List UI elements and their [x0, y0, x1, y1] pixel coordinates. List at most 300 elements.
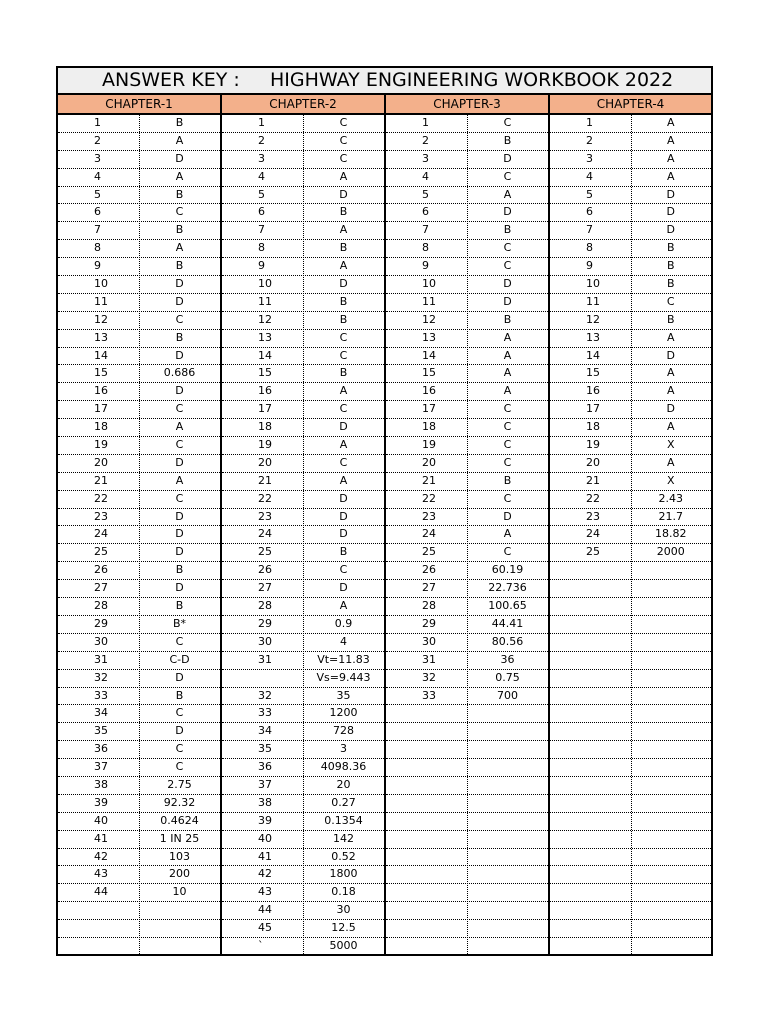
question-number — [550, 795, 631, 812]
answer-row — [222, 437, 384, 455]
answer-row — [222, 330, 384, 348]
answer-value: 728 — [333, 724, 354, 738]
question-number: 34 — [258, 724, 272, 738]
answer-row — [58, 473, 220, 491]
question-number: 22 — [94, 491, 108, 505]
answer-value: B — [175, 563, 184, 577]
answer-value: D — [175, 724, 184, 738]
answer-row — [222, 455, 384, 473]
question-number: 20 — [586, 455, 600, 469]
question-number: 25 — [94, 545, 108, 559]
answer-row — [550, 383, 711, 401]
answer-value: C — [339, 151, 348, 165]
answer-row — [58, 616, 220, 634]
answer-row — [58, 133, 220, 151]
answer-row — [58, 849, 220, 867]
question-number: 27 — [258, 581, 272, 595]
question-number: 33 — [422, 688, 436, 702]
question-number: 4 — [94, 169, 101, 183]
answer-value: D — [175, 581, 184, 595]
answer-row — [58, 741, 220, 759]
question-number: 30 — [94, 634, 108, 648]
answer-value: C — [175, 438, 184, 452]
question-number: 12 — [258, 312, 272, 326]
answer-value: D — [339, 581, 348, 595]
answer-row — [386, 491, 548, 509]
answer-row — [58, 866, 220, 884]
question-number: 15 — [258, 366, 272, 380]
question-number: 37 — [94, 760, 108, 774]
answer-row — [386, 920, 548, 938]
answer-value: B — [339, 366, 348, 380]
answer-row — [386, 598, 548, 616]
question-number: 10 — [422, 277, 436, 291]
answer-row — [386, 401, 548, 419]
answer-row — [386, 276, 548, 294]
workbook-title: HIGHWAY ENGINEERING WORKBOOK 2022 — [270, 69, 674, 91]
answer-row — [386, 670, 548, 688]
answer-row — [222, 222, 384, 240]
question-number: 28 — [422, 599, 436, 613]
question-number: 22 — [258, 491, 272, 505]
answer-value — [631, 598, 712, 615]
answer-value: D — [175, 455, 184, 469]
question-number: 24 — [258, 527, 272, 541]
question-number: 42 — [94, 849, 108, 863]
answer-value: A — [175, 473, 184, 487]
answer-value — [631, 562, 712, 579]
answer-row — [550, 491, 711, 509]
question-number: 29 — [422, 616, 436, 630]
question-number: 23 — [586, 509, 600, 523]
question-number — [550, 902, 631, 919]
answer-row — [222, 473, 384, 491]
answer-row — [550, 741, 711, 759]
answer-value — [139, 920, 220, 937]
question-number: 12 — [94, 312, 108, 326]
answer-value: D — [339, 527, 348, 541]
answer-row — [222, 240, 384, 258]
question-number: 16 — [94, 384, 108, 398]
answer-row — [222, 348, 384, 366]
answer-row — [58, 759, 220, 777]
answer-row — [386, 330, 548, 348]
answer-row — [58, 688, 220, 706]
question-number: 17 — [258, 402, 272, 416]
answer-row — [550, 759, 711, 777]
answer-value: C — [175, 312, 184, 326]
answer-row — [222, 634, 384, 652]
answer-row — [550, 187, 711, 205]
answer-row — [222, 670, 384, 688]
answer-value: A — [339, 599, 348, 613]
answer-value — [467, 723, 548, 740]
answer-value: A — [666, 420, 675, 434]
answer-row — [550, 419, 711, 437]
answer-row — [222, 688, 384, 706]
answer-value: A — [175, 169, 184, 183]
answer-value: D — [339, 509, 348, 523]
answer-row — [550, 902, 711, 920]
answer-value: A — [175, 241, 184, 255]
question-number: 18 — [586, 420, 600, 434]
question-number: 12 — [422, 312, 436, 326]
question-number: 26 — [422, 563, 436, 577]
chapters-table — [58, 95, 711, 954]
question-number: 17 — [586, 402, 600, 416]
question-number: 3 — [422, 151, 429, 165]
answer-value — [631, 813, 712, 830]
answer-value: C — [503, 545, 512, 559]
answer-row — [550, 598, 711, 616]
answer-value: 36 — [500, 652, 515, 666]
answer-row — [550, 777, 711, 795]
question-number: 5 — [94, 187, 101, 201]
answer-row — [550, 509, 711, 527]
question-number: 16 — [258, 384, 272, 398]
question-number: 24 — [422, 527, 436, 541]
answer-value: 0.4624 — [160, 813, 199, 827]
question-number: 2 — [422, 133, 429, 147]
answer-row — [222, 509, 384, 527]
question-number: 38 — [94, 777, 108, 791]
answer-row — [550, 330, 711, 348]
answer-value: 21.7 — [658, 509, 683, 523]
answer-value — [631, 795, 712, 812]
answer-row — [550, 348, 711, 366]
answer-row — [58, 330, 220, 348]
answer-value: 0.52 — [331, 849, 356, 863]
answer-row — [386, 115, 548, 133]
answer-value: C — [339, 563, 348, 577]
question-number: 40 — [258, 831, 272, 845]
answer-value: B — [503, 473, 512, 487]
answer-value — [467, 884, 548, 901]
answer-value: A — [666, 455, 675, 469]
answer-value: 700 — [497, 688, 518, 702]
question-number: 23 — [258, 509, 272, 523]
question-number — [550, 884, 631, 901]
question-number: 41 — [94, 831, 108, 845]
answer-row — [550, 723, 711, 741]
chapter-column-3 — [386, 95, 550, 954]
answer-value: 0.18 — [331, 885, 356, 899]
answer-value: B — [666, 259, 675, 273]
question-number: 7 — [94, 223, 101, 237]
answer-row — [58, 419, 220, 437]
answer-row — [550, 580, 711, 598]
answer-value — [631, 741, 712, 758]
answer-row — [386, 705, 548, 723]
question-number — [386, 777, 467, 794]
answer-value: A — [339, 384, 348, 398]
answer-row — [58, 777, 220, 795]
question-number: 21 — [586, 473, 600, 487]
chapter-header: CHAPTER-1 — [58, 95, 220, 115]
answer-value: A — [666, 366, 675, 380]
answer-value — [631, 723, 712, 740]
question-number: 8 — [258, 241, 265, 255]
question-number — [386, 938, 467, 955]
answer-value: A — [175, 133, 184, 147]
answer-value: 1 IN 25 — [159, 831, 200, 845]
answer-value: 2.75 — [167, 777, 192, 791]
title-row — [58, 68, 711, 95]
answer-row — [386, 258, 548, 276]
answer-value — [467, 813, 548, 830]
question-number: 8 — [422, 241, 429, 255]
question-number: 35 — [258, 742, 272, 756]
question-number: 10 — [258, 277, 272, 291]
question-number: 40 — [94, 813, 108, 827]
answer-value: 3 — [340, 742, 347, 756]
answer-row — [386, 419, 548, 437]
answer-key-sheet — [56, 66, 713, 956]
question-number — [550, 562, 631, 579]
question-number: 4 — [422, 169, 429, 183]
question-number: 15 — [422, 366, 436, 380]
question-number: 39 — [258, 813, 272, 827]
question-number: 14 — [586, 348, 600, 362]
answer-row — [58, 187, 220, 205]
question-number: 26 — [94, 563, 108, 577]
answer-row — [386, 544, 548, 562]
answer-row — [222, 777, 384, 795]
answer-row — [222, 866, 384, 884]
question-number: 33 — [258, 706, 272, 720]
question-number: 39 — [94, 795, 108, 809]
answer-value: A — [503, 348, 512, 362]
answer-value — [631, 580, 712, 597]
answer-value: C — [175, 402, 184, 416]
question-number — [550, 723, 631, 740]
question-number: 8 — [586, 241, 593, 255]
answer-value: C — [503, 420, 512, 434]
answer-value: 200 — [169, 867, 190, 881]
question-number: 21 — [258, 473, 272, 487]
answer-value: B — [175, 688, 184, 702]
answer-value — [631, 920, 712, 937]
answer-row — [58, 795, 220, 813]
answer-row — [386, 204, 548, 222]
answer-value: D — [666, 402, 675, 416]
answer-row — [550, 562, 711, 580]
question-number: 13 — [586, 330, 600, 344]
chapter-column-1 — [58, 95, 222, 954]
answer-row — [550, 276, 711, 294]
answer-value: D — [339, 277, 348, 291]
answer-value: A — [503, 384, 512, 398]
answer-value: B — [175, 599, 184, 613]
question-number: 37 — [258, 777, 272, 791]
answer-value: A — [503, 366, 512, 380]
answer-value: D — [503, 509, 512, 523]
answer-value: Vt=11.83 — [317, 652, 370, 666]
question-number — [550, 634, 631, 651]
answer-row — [386, 151, 548, 169]
question-number: 15 — [586, 366, 600, 380]
answer-row — [550, 473, 711, 491]
answer-value — [631, 884, 712, 901]
question-number — [58, 920, 139, 937]
answer-row — [222, 187, 384, 205]
answer-row — [222, 544, 384, 562]
question-number: 16 — [422, 384, 436, 398]
question-number — [386, 866, 467, 883]
question-number — [550, 688, 631, 705]
answer-row — [58, 813, 220, 831]
answer-value — [631, 866, 712, 883]
answer-row — [58, 938, 220, 956]
question-number — [550, 813, 631, 830]
question-number: 22 — [422, 491, 436, 505]
answer-row — [58, 437, 220, 455]
answer-value: A — [503, 330, 512, 344]
answer-value: C — [503, 259, 512, 273]
answer-row — [58, 115, 220, 133]
answer-value: C — [339, 330, 348, 344]
question-number: 15 — [94, 366, 108, 380]
answer-value: 5000 — [329, 938, 358, 952]
answer-row — [550, 652, 711, 670]
answer-value: X — [666, 438, 675, 452]
question-number: 14 — [422, 348, 436, 362]
answer-value: 1800 — [329, 867, 358, 881]
answer-value: D — [666, 187, 675, 201]
answer-value: D — [503, 205, 512, 219]
question-number: 1 — [258, 116, 265, 129]
question-number: 20 — [94, 455, 108, 469]
question-number: 18 — [94, 420, 108, 434]
question-number: 19 — [94, 438, 108, 452]
answer-row — [222, 902, 384, 920]
chapter-header: CHAPTER-3 — [386, 95, 548, 115]
question-number: 18 — [422, 420, 436, 434]
question-number — [386, 920, 467, 937]
answer-row — [550, 294, 711, 312]
answer-row — [222, 741, 384, 759]
answer-value: A — [503, 527, 512, 541]
answer-row — [222, 598, 384, 616]
question-number — [550, 580, 631, 597]
question-number — [386, 759, 467, 776]
answer-row — [222, 419, 384, 437]
answer-row — [386, 688, 548, 706]
question-number: 11 — [586, 294, 600, 308]
answer-row — [386, 884, 548, 902]
question-number — [58, 902, 139, 919]
question-number: 24 — [586, 527, 600, 541]
answer-row — [386, 741, 548, 759]
question-number: 13 — [258, 330, 272, 344]
answer-row — [58, 240, 220, 258]
answer-value: A — [339, 169, 348, 183]
answer-value: 1200 — [329, 706, 358, 720]
question-number: 34 — [94, 706, 108, 720]
chapter-header: CHAPTER-4 — [550, 95, 711, 115]
answer-value: 2000 — [656, 545, 685, 559]
answer-value — [631, 688, 712, 705]
answer-value — [139, 902, 220, 919]
answer-row — [222, 401, 384, 419]
answer-row — [386, 652, 548, 670]
answer-row — [386, 777, 548, 795]
answer-row — [386, 294, 548, 312]
question-number: 8 — [94, 241, 101, 255]
answer-value: D — [175, 294, 184, 308]
answer-row — [58, 831, 220, 849]
answer-row — [386, 849, 548, 867]
answer-row — [386, 133, 548, 151]
question-number: 44 — [258, 903, 272, 917]
answer-row — [550, 437, 711, 455]
answer-row — [386, 437, 548, 455]
answer-value — [467, 759, 548, 776]
answer-row — [550, 920, 711, 938]
answer-row — [58, 151, 220, 169]
answer-row — [386, 938, 548, 956]
question-number: 30 — [258, 634, 272, 648]
answer-value: B — [666, 277, 675, 291]
question-number: 21 — [422, 473, 436, 487]
answer-value: 0.75 — [495, 670, 520, 684]
answer-row — [386, 455, 548, 473]
answer-row — [222, 938, 384, 956]
chapter-header: CHAPTER-2 — [222, 95, 384, 115]
question-number: 38 — [258, 795, 272, 809]
answer-row — [550, 222, 711, 240]
question-number: 32 — [94, 670, 108, 684]
chapter-column-4 — [550, 95, 711, 954]
question-number: 4 — [586, 169, 593, 183]
answer-value: B — [175, 116, 184, 129]
answer-row — [550, 616, 711, 634]
question-number: 9 — [422, 259, 429, 273]
question-number: 32 — [258, 688, 272, 702]
answer-row — [386, 813, 548, 831]
answer-row — [58, 884, 220, 902]
question-number: 5 — [258, 187, 265, 201]
question-number — [58, 938, 139, 955]
answer-value: D — [503, 151, 512, 165]
answer-row — [58, 562, 220, 580]
answer-value — [467, 938, 548, 955]
answer-value: B — [666, 312, 675, 326]
answer-value: 35 — [336, 688, 351, 702]
answer-value: C — [175, 634, 184, 648]
answer-value: 20 — [336, 777, 351, 791]
question-number: 33 — [94, 688, 108, 702]
answer-row — [550, 401, 711, 419]
question-number: 7 — [586, 223, 593, 237]
answer-row — [58, 276, 220, 294]
answer-value: 60.19 — [491, 563, 524, 577]
question-number: 45 — [258, 921, 272, 935]
question-number: 11 — [258, 294, 272, 308]
question-number: 29 — [94, 616, 108, 630]
answer-value: C — [503, 491, 512, 505]
question-number — [386, 902, 467, 919]
answer-row — [222, 562, 384, 580]
answer-value: B — [175, 330, 184, 344]
answer-row — [386, 348, 548, 366]
answer-row — [386, 240, 548, 258]
question-number: 19 — [258, 438, 272, 452]
question-number: 43 — [258, 885, 272, 899]
answer-value: A — [666, 330, 675, 344]
answer-row — [222, 920, 384, 938]
answer-row — [58, 258, 220, 276]
